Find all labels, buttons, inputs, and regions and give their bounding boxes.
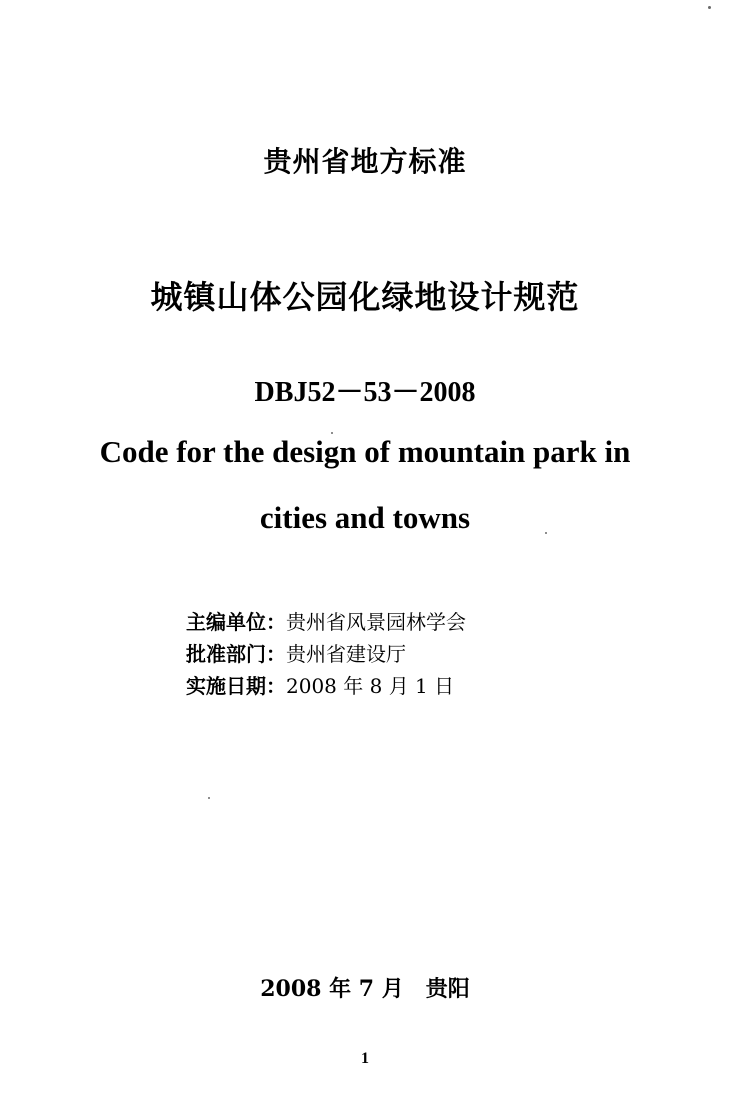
approver-label: 批准部门： [186,642,286,666]
issue-date-place: 2008 年 7 月 贵阳 [260,976,470,1002]
scan-speck [708,6,711,9]
effective-date-row [186,670,466,702]
english-title-line-1: Code for the design of mountain park in [99,434,631,469]
effective-date-value: 2008 年 8 月 1 日 [286,674,455,698]
editor-row [186,606,466,638]
chinese-title: 城镇山体公园化绿地设计规范 [150,278,580,316]
effective-date-label: 实施日期： [186,674,286,698]
english-title-line-2: cities and towns [259,500,471,535]
approver-row [186,638,466,670]
publication-info [186,606,466,702]
scan-speck [331,432,333,434]
scan-speck [208,797,210,799]
scan-speck [545,532,547,534]
standard-code: DBJ52－53－2008 [254,377,476,408]
issuer-heading: 贵州省地方标准 [263,145,467,178]
editor-label: 主编单位： [186,610,286,634]
editor-value: 贵州省风景园林学会 [286,610,466,634]
approver-value: 贵州省建设厅 [286,642,406,666]
page-number: 1 [361,1050,369,1067]
